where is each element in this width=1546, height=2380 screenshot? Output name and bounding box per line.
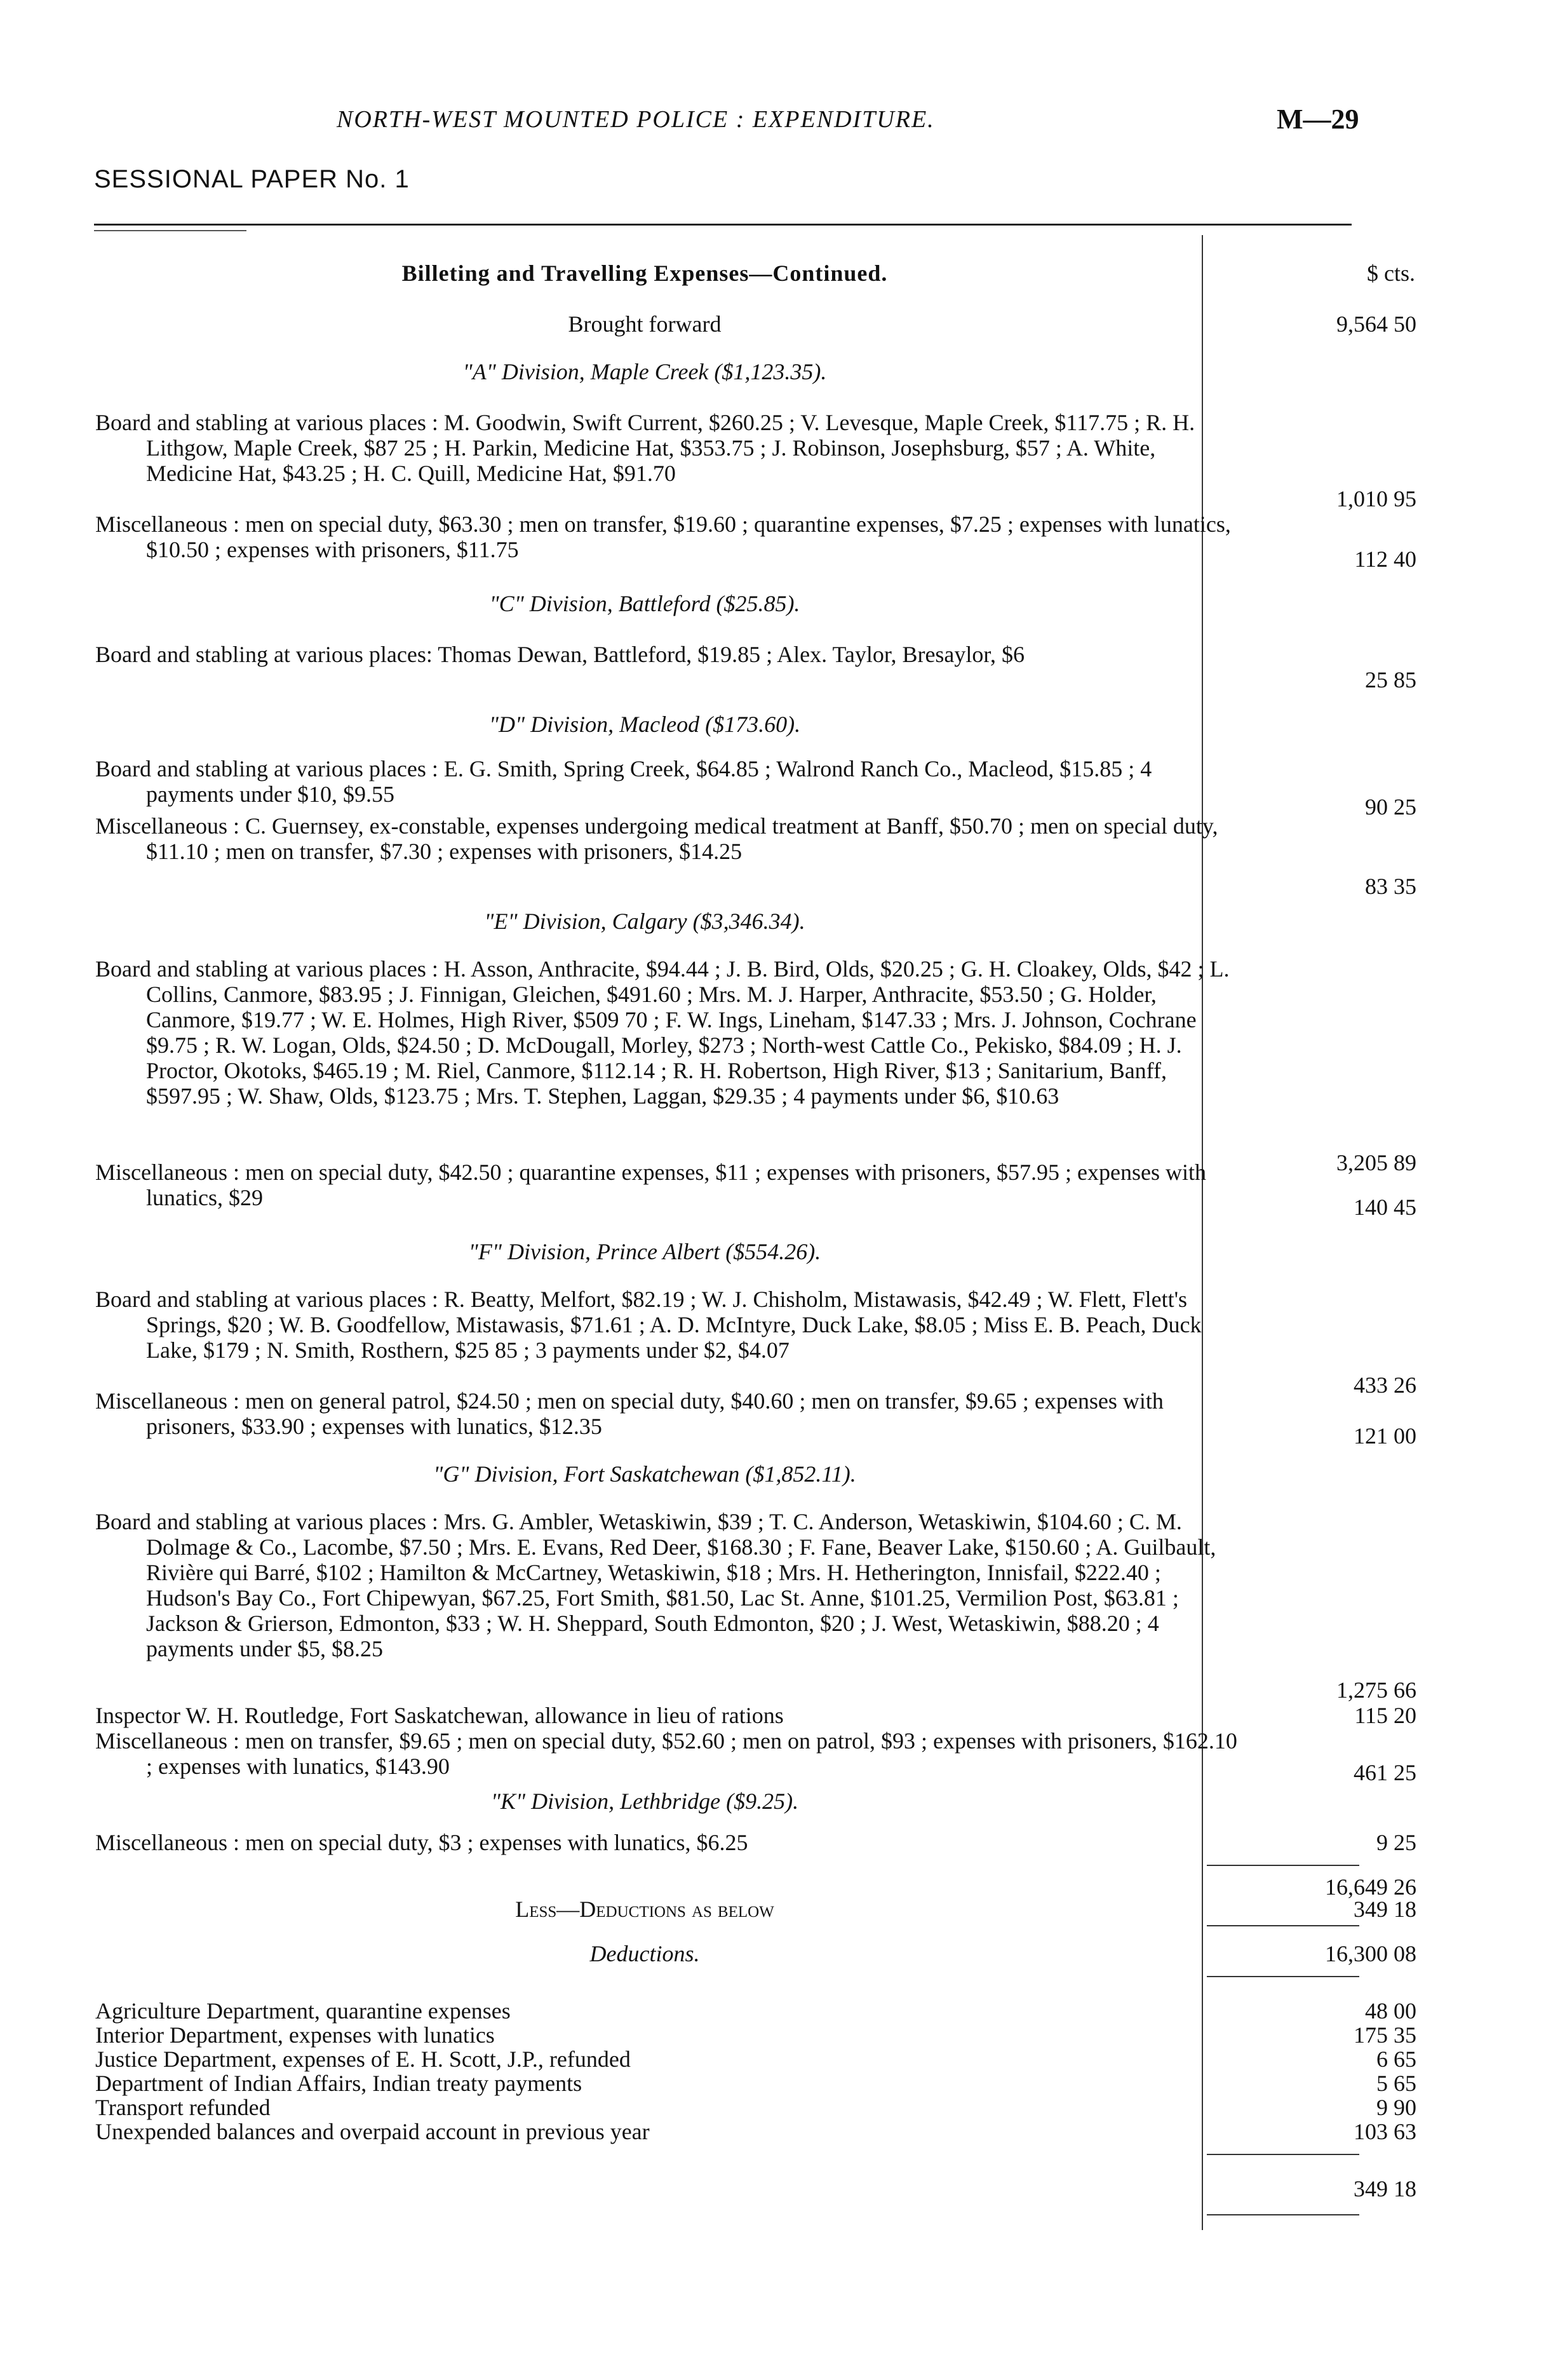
deduction-text: Agriculture Department, quarantine expenses (95, 1998, 511, 2024)
entry-text: Miscellaneous : men on special duty, $42.50 ; quarantine expenses, $11 ; expenses with prisoners, $57.95 ; expenses with lunatics, $29 (95, 1160, 1206, 1210)
deduction-text: Unexpended balances and overpaid account in previous year (95, 2119, 650, 2144)
less-amount: 349 18 (1354, 1897, 1416, 1922)
brought-forward-amount: 9,564 50 (1336, 311, 1416, 337)
deduction-amount: 9 90 (1376, 2095, 1416, 2120)
sessional-paper-label: SESSIONAL PAPER No. 1 (94, 165, 410, 193)
section-title: "F" Division, Prince Albert ($554.26). (468, 1239, 821, 1264)
entry-amount: 1,010 95 (1336, 486, 1416, 511)
entry-text: Board and stabling at various places : Mrs. G. Ambler, Wetaskiwin, $39 ; T. C. Anderson, Wetaskiwin, $104.60 ; C. M. Dolmage & Co., Lacombe, $7.50 ; Mrs. E. Evans, Red Deer, $168.30 ; F. Fane, Beaver Lake, $150.60 ; A. Guilbault, Rivière qui Barré, $102 ; Hamilton & McCartney, Wetaskiwin, $18 ; Mrs. H. Hetherington, Innisfail, $222.40 ; Hudson's Bay Co., Fort Chipewyan, $67.25, Fort Smith, $81.50, Lac St. Anne, $101.25, Vermilion Post, $63.81 ; Jackson & Grierson, Edmonton, $33 ; W. H. Sheppard, South Edmonton, $20 ; J. West, Wetaskiwin, $88.20 ; 4 payments under $5, $8.25 (95, 1509, 1216, 1661)
entry-text: Board and stabling at various places : H. Asson, Anthracite, $94.44 ; J. B. Bird, Olds, $20.25 ; G. H. Cloakey, Olds, $42 ; L. Collins, Canmore, $83.95 ; J. Finnigan, Gleichen, $491.60 ; Mrs. M. J. Harper, Anthracite, $53.50 ; G. Holder, Canmore, $19.77 ; W. E. Holmes, High River, $509 70 ; F. W. Ings, Lineham, $147.33 ; Mrs. J. Johnson, Cochrane $9.75 ; R. W. Logan, Olds, $24.50 ; D. McDougall, Morley, $273 ; North-west Cattle Co., Pekisko, $84.09 ; H. J. Proctor, Okotoks, $465.19 ; M. Riel, Canmore, $112.14 ; R. H. Robertson, High River, $13 ; Sanitarium, Banff, $597.95 ; W. Shaw, Olds, $123.75 ; Mrs. T. Stephen, Laggan, $29.35 ; 4 payments under $6, $10.63 (95, 956, 1230, 1109)
entry-amount: 140 45 (1354, 1194, 1416, 1220)
less-label: Less—Deductions as below (515, 1897, 774, 1922)
entry-text: Board and stabling at various places: Thomas Dewan, Battleford, $19.85 ; Alex. Taylor, Bresaylor, $6 (95, 642, 1025, 667)
deduction-amount: 6 65 (1376, 2046, 1416, 2072)
entry-text: Board and stabling at various places : R. Beatty, Melfort, $82.19 ; W. J. Chisholm, Mistawasis, $42.49 ; W. Flett, Flett's Springs, $20 ; W. B. Goodfellow, Mistawasis, $71.61 ; A. D. McIntyre, Duck Lake, $8.05 ; Miss E. B. Peach, Duck Lake, $179 ; N. Smith, Rosthern, $25 85 ; 3 payments under $2, $4.07 (95, 1287, 1202, 1363)
net-total: 16,300 08 (1325, 1941, 1416, 1966)
section-title: "A" Division, Maple Creek ($1,123.35). (462, 359, 827, 384)
section-title: "D" Division, Macleod ($173.60). (488, 712, 801, 737)
deductions-total-underline (1207, 2214, 1359, 2215)
entry-amount: 461 25 (1354, 1760, 1416, 1785)
deduction-amount: 48 00 (1365, 1998, 1416, 2024)
deduction-text: Interior Department, expenses with lunatics (95, 2022, 495, 2048)
deduction-text: Justice Department, expenses of E. H. Scott, J.P., refunded (95, 2046, 631, 2072)
section-title: "G" Division, Fort Saskatchewan ($1,852.11). (433, 1461, 856, 1487)
entry-text: Board and stabling at various places : M. Goodwin, Swift Current, $260.25 ; V. Levesque, Maple Creek, $117.75 ; R. H. Lithgow, Maple Creek, $87 25 ; H. Parkin, Medicine Hat, $353.75 ; J. Robinson, Josephsburg, $57 ; A. White, Medicine Hat, $43.25 ; H. C. Quill, Medicine Hat, $91.70 (95, 410, 1195, 486)
running-title: NORTH-WEST MOUNTED POLICE : EXPENDITURE. (337, 106, 935, 133)
entry-text: Inspector W. H. Routledge, Fort Saskatchewan, allowance in lieu of rations (95, 1703, 784, 1728)
page-number: M—29 (1277, 104, 1359, 135)
subtotal-amount: 16,649 26 (1325, 1874, 1416, 1900)
entry-amount: 25 85 (1365, 667, 1416, 693)
table-heading: Billeting and Travelling Expenses—Continued. (401, 260, 888, 286)
entry-amount: 1,275 66 (1336, 1677, 1416, 1703)
entry-text: Miscellaneous : C. Guernsey, ex-constable, expenses undergoing medical treatment at Banff, $50.70 ; men on special duty, $11.10 ; men on transfer, $7.30 ; expenses with prisoners, $14.25 (95, 813, 1218, 864)
net-total-rule (1207, 1976, 1359, 1977)
deduction-amount: 5 65 (1376, 2071, 1416, 2096)
entry-amount: 121 00 (1354, 1423, 1416, 1449)
header-rule-short (94, 230, 246, 231)
header-rule (94, 224, 1352, 226)
entry-text: Board and stabling at various places : E. G. Smith, Spring Creek, $64.85 ; Walrond Ranch Co., Macleod, $15.85 ; 4 payments under $10, $9.55 (95, 756, 1152, 807)
deduction-text: Transport refunded (95, 2095, 271, 2120)
entry-amount: 433 26 (1354, 1372, 1416, 1398)
entry-text: Miscellaneous : men on special duty, $3 ; expenses with lunatics, $6.25 (95, 1830, 748, 1855)
currency-heading: $ cts. (1367, 260, 1415, 286)
deductions-title: Deductions. (589, 1941, 700, 1966)
entry-amount: 90 25 (1365, 794, 1416, 820)
entry-amount: 115 20 (1354, 1703, 1416, 1728)
entry-text: Miscellaneous : men on general patrol, $24.50 ; men on special duty, $40.60 ; men on transfer, $9.65 ; expenses with prisoners, $33.90 ; expenses with lunatics, $12.35 (95, 1388, 1164, 1439)
subtotal-rule (1207, 1865, 1359, 1866)
entry-text: Miscellaneous : men on special duty, $63.30 ; men on transfer, $19.60 ; quarantine expenses, $7.25 ; expenses with lunatics, $10.50 ; expenses with prisoners, $11.75 (95, 511, 1231, 562)
net-rule (1207, 1925, 1359, 1926)
section-title: "K" Division, Lethbridge ($9.25). (490, 1788, 799, 1814)
deductions-total: 349 18 (1354, 2176, 1416, 2201)
deductions-total-rule (1207, 2154, 1359, 2155)
deduction-text: Department of Indian Affairs, Indian treaty payments (95, 2071, 582, 2096)
brought-forward-label: Brought forward (568, 311, 722, 337)
section-title: "E" Division, Calgary ($3,346.34). (484, 909, 805, 934)
entry-amount: 83 35 (1365, 874, 1416, 899)
entry-amount: 112 40 (1354, 546, 1416, 572)
deduction-amount: 175 35 (1354, 2022, 1416, 2048)
deduction-amount: 103 63 (1354, 2119, 1416, 2144)
entry-amount: 9 25 (1376, 1830, 1416, 1855)
entry-text: Miscellaneous : men on transfer, $9.65 ; men on special duty, $52.60 ; men on patrol, $93 ; expenses with prisoners, $162.10 ; expenses with lunatics, $143.90 (95, 1728, 1237, 1779)
section-title: "C" Division, Battleford ($25.85). (489, 591, 800, 616)
entry-amount: 3,205 89 (1336, 1150, 1416, 1175)
